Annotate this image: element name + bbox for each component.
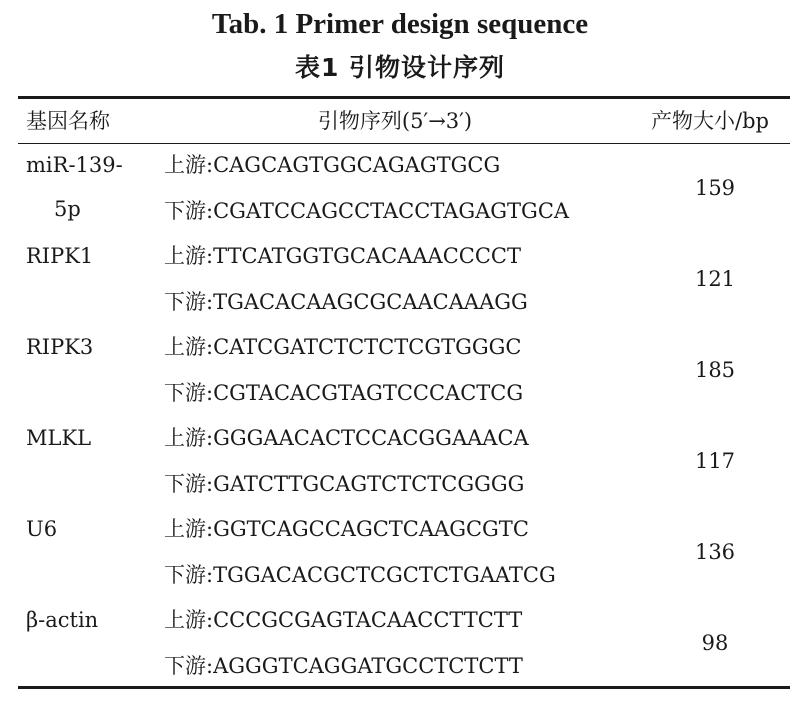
- table-row-gene: RIPK3: [26, 335, 94, 359]
- table-top-rule: [18, 96, 790, 99]
- header-primer-sequence: 引物序列(5′→3′): [317, 109, 473, 133]
- header-gene-name: 基因名称: [26, 109, 110, 133]
- table-row-product-size: 185: [694, 358, 736, 382]
- table-row-gene: MLKL: [26, 426, 92, 450]
- table-row-product-size: 136: [694, 540, 736, 564]
- table-row-product-size: 117: [694, 449, 736, 473]
- table-row-downstream-primer: 下游:CGATCCAGCCTACCTAGAGTGCA: [164, 199, 570, 223]
- table-row-downstream-primer: 下游:TGACACAAGCGCAACAAAGG: [164, 290, 528, 314]
- table-row-downstream-primer: 下游:AGGGTCAGGATGCCTCTCTT: [164, 654, 523, 678]
- table-row-upstream-primer: 上游:CCCGCGAGTACAACCTTCTT: [164, 608, 523, 632]
- table-row-upstream-primer: 上游:GGGAACACTCCACGGAAACA: [164, 426, 529, 450]
- table-row-gene-continued: 5p: [54, 197, 81, 221]
- table-row-gene: β-actin: [26, 608, 99, 632]
- table-row-upstream-primer: 上游:TTCATGGTGCACAAACCCCT: [164, 244, 521, 268]
- table-row-downstream-primer: 下游:CGTACACGTAGTCCCACTCG: [164, 381, 524, 405]
- table-row-upstream-primer: 上游:CATCGATCTCTCTCGTGGGC: [164, 335, 522, 359]
- table-bottom-rule: [18, 686, 790, 689]
- table-row-upstream-primer: 上游:CAGCAGTGGCAGAGTGCG: [164, 153, 501, 177]
- table-row-downstream-primer: 下游:TGGACACGCTCGCTCTGAATCG: [164, 563, 556, 587]
- header-product-size: 产物大小/bp: [651, 109, 769, 133]
- table-header-rule: [18, 143, 790, 144]
- table-row-gene: U6: [26, 517, 58, 541]
- table-row-product-size: 121: [694, 267, 736, 291]
- table-row-gene: RIPK1: [26, 244, 94, 268]
- table-row-product-size: 98: [701, 631, 729, 655]
- table-row-gene: miR-139-: [26, 153, 123, 177]
- table-row-product-size: 159: [694, 176, 736, 200]
- table-title-english: Tab. 1 Primer design sequence: [211, 8, 589, 40]
- table-row-upstream-primer: 上游:GGTCAGCCAGCTCAAGCGTC: [164, 517, 529, 541]
- table-row-downstream-primer: 下游:GATCTTGCAGTCTCTCGGGG: [164, 472, 525, 496]
- table-title-chinese: 表1 引物设计序列: [294, 53, 506, 82]
